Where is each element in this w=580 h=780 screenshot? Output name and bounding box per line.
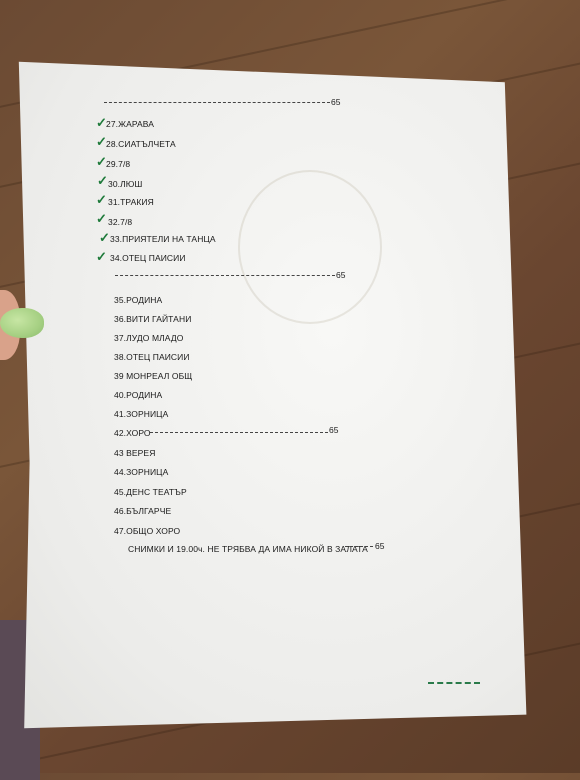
list-item: 40.РОДИНА	[114, 390, 163, 400]
list-item: 38.ОТЕЦ ПАИСИИ	[114, 352, 190, 362]
separator-line	[345, 546, 373, 547]
list-item: 43 ВЕРЕЯ	[114, 448, 156, 458]
list-item: 39 МОНРЕАЛ ОБЩ	[114, 371, 193, 381]
list-item: 37.ЛУДО МЛАДО	[114, 333, 184, 343]
fingernail	[0, 308, 44, 338]
list-item: 29.7/8	[106, 159, 131, 169]
list-item: 47.ОБЩО ХОРО	[114, 526, 181, 536]
list-item: 28.СИАТЪЛЧЕТА	[106, 139, 176, 149]
list-item: 45.ДЕНС ТЕАТЪР	[114, 487, 187, 497]
separator-line	[104, 102, 330, 103]
separator-value: 65	[336, 270, 346, 280]
checkmark-icon: ✓	[97, 173, 108, 188]
list-item: 30.ЛЮШ	[108, 179, 143, 189]
list-item: 31.ТРАКИЯ	[108, 197, 154, 207]
separator-line	[150, 432, 328, 433]
footer-note: СНИМКИ И 19.00ч. НЕ ТРЯБВА ДА ИМА НИКОЙ В ЗАЛАТА	[128, 544, 368, 554]
checkmark-icon: ✓	[99, 230, 110, 245]
coffee-stain	[238, 170, 382, 324]
list-item: 34.ОТЕЦ ПАИСИИ	[110, 253, 186, 263]
list-item: 46.БЪЛГАРЧЕ	[114, 506, 172, 516]
list-item: 44.ЗОРНИЦА	[114, 467, 169, 477]
list-item: 36.ВИТИ ГАЙТАНИ	[114, 314, 192, 324]
list-item: 42.ХОРО	[114, 428, 151, 438]
checkmark-icon: ✓	[96, 249, 107, 264]
checkmark-icon: ✓	[96, 134, 107, 149]
list-item: 27.ЖАРАВА	[106, 119, 155, 129]
separator-value: 65	[329, 425, 339, 435]
checkmark-icon: ✓	[96, 154, 107, 169]
list-item: 32.7/8	[108, 217, 133, 227]
checkmark-icon: ✓	[96, 211, 107, 226]
list-item: 33.ПРИЯТЕЛИ НА ТАНЦА	[110, 234, 216, 244]
paper-sheet	[8, 55, 548, 735]
separator-line	[115, 275, 335, 276]
list-item: 35.РОДИНА	[114, 295, 163, 305]
footer-value: 65	[375, 541, 385, 551]
list-item: 41.ЗОРНИЦА	[114, 409, 169, 419]
separator-value: 65	[331, 97, 341, 107]
pen-mark	[428, 682, 480, 687]
checkmark-icon: ✓	[96, 115, 107, 130]
checkmark-icon: ✓	[96, 192, 107, 207]
